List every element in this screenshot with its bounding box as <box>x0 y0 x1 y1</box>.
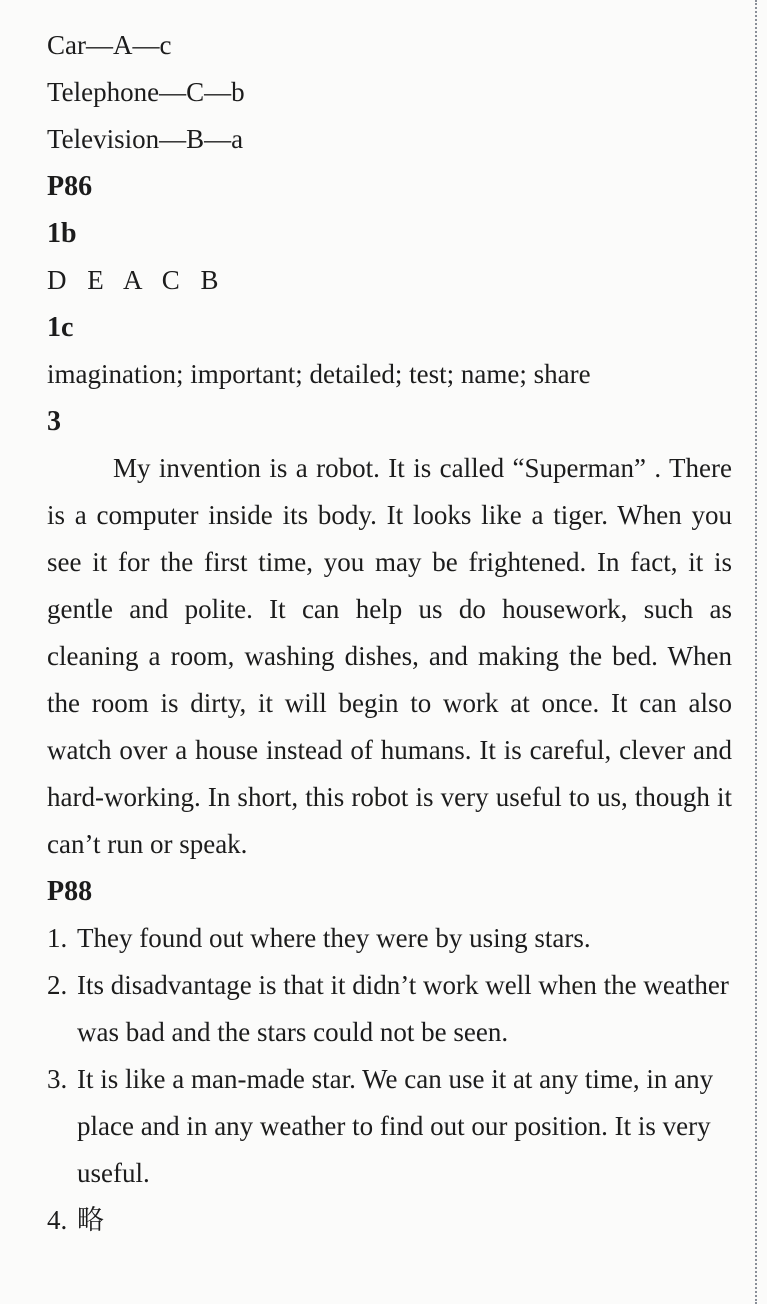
answer-text: It is like a man-made star. We can use it at any time, in any place and in any weather to find out our position. It is very useful. <box>77 1064 714 1188</box>
dotted-margin-line <box>755 0 757 1304</box>
answer-text: They found out where they were by using stars. <box>77 923 591 953</box>
section-heading-3: 3 <box>47 406 61 437</box>
matching-letter: B <box>186 124 205 154</box>
essay-paragraph <box>47 445 732 868</box>
answer-text: 略 <box>77 1205 104 1236</box>
essay-text: My invention is a robot. It is called “Superman” . There is a computer inside its body. It looks like a tiger. When you see it for the first time, you may be frightened. In fact, it is gentle and polite. It can help us do housework, such as cleaning a room, washing dishes, and making the bed. When the room is dirty, it will begin to work at once. It can also watch over a house instead of humans. It is careful, clever and hard-working. In short, this robot is very useful to us, though it can’t run or speak. <box>47 453 732 859</box>
matching-row-telephone: Telephone—C—b <box>47 77 245 107</box>
matching-item: Car <box>47 30 86 60</box>
matching-answer: c <box>159 30 172 60</box>
page-heading-p86: P86 <box>47 171 93 202</box>
answer-item <box>47 1056 737 1197</box>
matching-row-car: Car—A—c <box>47 30 172 60</box>
answer-number: 4. <box>47 1205 68 1235</box>
matching-letter: C <box>186 77 205 107</box>
matching-letter: A <box>112 30 133 60</box>
section-heading-1c: 1c <box>47 312 74 343</box>
matching-answer: b <box>231 77 245 107</box>
section-heading-1b: 1b <box>47 218 77 249</box>
answer-item <box>47 962 737 1056</box>
answer-number: 2. <box>47 970 68 1000</box>
answer-number: 3. <box>47 1064 68 1094</box>
answer-text: Its disadvantage is that it didn’t work well when the weather was bad and the stars could not be seen. <box>77 970 729 1047</box>
answer-1b: D E A C B <box>47 265 219 295</box>
matching-item: Television <box>47 124 160 154</box>
answer-item <box>47 1197 737 1244</box>
matching-row-television: Television—B—a <box>47 124 244 154</box>
answer-1c: imagination; important; detailed; test; name; share <box>47 359 591 389</box>
page-heading-p88: P88 <box>47 876 93 907</box>
matching-answer: a <box>231 124 244 154</box>
page-content <box>47 22 737 1244</box>
matching-item: Telephone <box>47 77 160 107</box>
answer-number: 1. <box>47 923 68 953</box>
answer-item <box>47 915 737 962</box>
